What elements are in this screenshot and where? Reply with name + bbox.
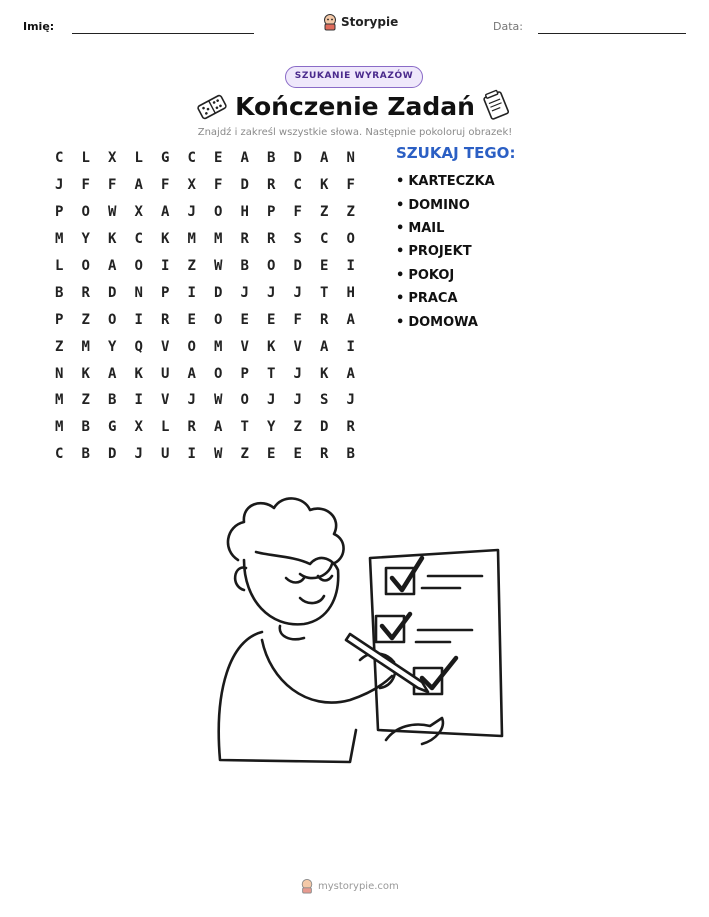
- grid-letter[interactable]: I: [161, 258, 170, 274]
- grid-letter[interactable]: W: [214, 392, 223, 409]
- grid-letter[interactable]: V: [293, 338, 302, 355]
- grid-letter[interactable]: J: [55, 177, 64, 194]
- grid-letter[interactable]: R: [161, 311, 170, 328]
- grid-letter[interactable]: D: [108, 446, 117, 463]
- grid-letter[interactable]: D: [320, 419, 329, 436]
- grid-letter[interactable]: I: [346, 258, 355, 274]
- word-list-item: [396, 310, 495, 333]
- notepad-icon: [481, 89, 511, 121]
- grid-letter[interactable]: P: [240, 365, 249, 382]
- grid-letter[interactable]: Z: [293, 419, 302, 436]
- word-text: KARTECZKA: [408, 174, 495, 190]
- grid-letter[interactable]: X: [187, 177, 196, 194]
- grid-letter[interactable]: H: [346, 284, 355, 301]
- grid-letter[interactable]: L: [161, 419, 170, 436]
- activity-badge: SZUKANIE WYRAZÓW: [285, 66, 423, 88]
- grid-letter[interactable]: J: [267, 284, 276, 301]
- grid-letter[interactable]: E: [320, 258, 329, 274]
- grid-letter[interactable]: P: [161, 284, 170, 301]
- grid-letter[interactable]: X: [134, 419, 143, 436]
- grid-letter[interactable]: A: [161, 204, 170, 221]
- grid-letter[interactable]: V: [161, 338, 170, 355]
- grid-letter[interactable]: O: [214, 365, 223, 382]
- grid-letter[interactable]: M: [55, 392, 64, 409]
- grid-letter[interactable]: K: [81, 365, 90, 382]
- grid-letter[interactable]: N: [346, 150, 355, 167]
- grid-letter[interactable]: E: [240, 311, 249, 328]
- grid-letter[interactable]: V: [240, 338, 249, 355]
- brand-logo: [322, 13, 398, 31]
- grid-letter[interactable]: F: [293, 311, 302, 328]
- word-list-item: [396, 193, 495, 216]
- grid-letter[interactable]: Z: [55, 338, 64, 355]
- grid-row: [46, 387, 364, 414]
- grid-letter[interactable]: O: [240, 392, 249, 409]
- instructions: Znajdź i zakreśl wszystkie słowa. Następnie pokoloruj obrazek!: [197, 127, 513, 138]
- grid-letter[interactable]: I: [346, 338, 355, 355]
- grid-letter[interactable]: A: [108, 258, 117, 274]
- page-title: Kończenie Zadań: [235, 92, 475, 121]
- grid-letter[interactable]: Z: [320, 204, 329, 221]
- grid-letter[interactable]: R: [320, 311, 329, 328]
- grid-letter[interactable]: T: [320, 284, 329, 301]
- grid-letter[interactable]: J: [346, 392, 355, 409]
- grid-letter[interactable]: A: [240, 150, 249, 167]
- grid-letter[interactable]: O: [346, 231, 355, 248]
- grid-letter[interactable]: A: [346, 365, 355, 382]
- storypie-logo-icon: [322, 13, 338, 31]
- grid-letter[interactable]: E: [214, 150, 223, 167]
- grid-letter[interactable]: E: [267, 311, 276, 328]
- grid-letter[interactable]: K: [134, 365, 143, 382]
- grid-letter[interactable]: L: [81, 150, 90, 167]
- grid-letter[interactable]: J: [134, 446, 143, 463]
- grid-letter[interactable]: B: [267, 150, 276, 167]
- grid-letter[interactable]: J: [267, 392, 276, 409]
- grid-letter[interactable]: A: [187, 365, 196, 382]
- word-list-item: [396, 217, 495, 240]
- grid-letter[interactable]: X: [134, 204, 143, 221]
- grid-letter[interactable]: J: [293, 365, 302, 382]
- grid-letter[interactable]: O: [267, 258, 276, 274]
- grid-letter[interactable]: W: [108, 204, 117, 221]
- grid-letter[interactable]: D: [293, 150, 302, 167]
- date-label: Data:: [493, 20, 523, 33]
- brand-name: Storypie: [341, 15, 399, 29]
- bullet: •: [396, 267, 405, 283]
- grid-row: [46, 226, 364, 253]
- grid-letter[interactable]: A: [108, 365, 117, 382]
- grid-letter[interactable]: G: [108, 419, 117, 436]
- word-text: POKOJ: [408, 267, 455, 283]
- grid-letter[interactable]: D: [240, 177, 249, 194]
- grid-row: [46, 360, 364, 387]
- grid-letter[interactable]: S: [293, 231, 302, 248]
- grid-letter[interactable]: I: [134, 392, 143, 409]
- grid-letter[interactable]: L: [55, 258, 64, 274]
- grid-letter[interactable]: T: [267, 365, 276, 382]
- word-text: DOMINO: [408, 197, 470, 213]
- grid-letter[interactable]: N: [55, 365, 64, 382]
- grid-letter[interactable]: Z: [81, 311, 90, 328]
- grid-letter[interactable]: O: [134, 258, 143, 274]
- grid-letter[interactable]: U: [161, 446, 170, 463]
- grid-letter[interactable]: J: [240, 284, 249, 301]
- grid-letter[interactable]: G: [161, 150, 170, 167]
- bullet: •: [396, 314, 405, 330]
- grid-letter[interactable]: F: [161, 177, 170, 194]
- grid-letter[interactable]: A: [346, 311, 355, 328]
- grid-letter[interactable]: M: [55, 419, 64, 436]
- grid-letter[interactable]: R: [267, 231, 276, 248]
- grid-letter[interactable]: Y: [108, 338, 117, 355]
- grid-letter[interactable]: R: [320, 446, 329, 463]
- grid-letter[interactable]: O: [81, 204, 90, 221]
- word-list-item: [396, 287, 495, 310]
- grid-letter[interactable]: I: [134, 311, 143, 328]
- grid-letter[interactable]: Z: [81, 392, 90, 409]
- word-list-item: [396, 264, 495, 287]
- grid-letter[interactable]: U: [161, 365, 170, 382]
- date-line[interactable]: [538, 33, 686, 34]
- grid-letter[interactable]: X: [108, 150, 117, 167]
- word-list-item: [396, 240, 495, 263]
- grid-letter[interactable]: O: [81, 258, 90, 274]
- grid-letter[interactable]: F: [108, 177, 117, 194]
- grid-letter[interactable]: B: [108, 392, 117, 409]
- grid-letter[interactable]: C: [293, 177, 302, 194]
- grid-letter[interactable]: P: [267, 204, 276, 221]
- grid-letter[interactable]: E: [293, 446, 302, 463]
- grid-row: [46, 145, 364, 172]
- domino-icon: [196, 92, 228, 122]
- grid-letter[interactable]: R: [267, 177, 276, 194]
- grid-letter[interactable]: B: [81, 419, 90, 436]
- grid-letter[interactable]: M: [214, 338, 223, 355]
- grid-letter[interactable]: M: [55, 231, 64, 248]
- grid-letter[interactable]: Q: [134, 338, 143, 355]
- grid-letter[interactable]: A: [214, 419, 223, 436]
- bullet: •: [396, 197, 405, 213]
- grid-letter[interactable]: C: [55, 150, 64, 167]
- grid-letter[interactable]: F: [346, 177, 355, 194]
- word-list-heading: SZUKAJ TEGO:: [396, 144, 516, 162]
- grid-letter[interactable]: K: [267, 338, 276, 355]
- grid-letter[interactable]: H: [240, 204, 249, 221]
- grid-letter[interactable]: C: [187, 150, 196, 167]
- bullet: •: [396, 291, 405, 307]
- grid-letter[interactable]: O: [108, 311, 117, 328]
- grid-letter[interactable]: B: [240, 258, 249, 274]
- grid-letter[interactable]: O: [214, 204, 223, 221]
- name-line[interactable]: [72, 33, 254, 34]
- bullet: •: [396, 174, 405, 190]
- grid-letter[interactable]: Y: [267, 419, 276, 436]
- word-list: [396, 170, 495, 334]
- grid-letter[interactable]: S: [320, 392, 329, 409]
- grid-letter[interactable]: Z: [346, 204, 355, 221]
- grid-letter[interactable]: K: [161, 231, 170, 248]
- bullet: •: [396, 220, 405, 236]
- grid-letter[interactable]: A: [320, 338, 329, 355]
- word-text: PROJEKT: [408, 244, 472, 260]
- grid-letter[interactable]: D: [293, 258, 302, 274]
- grid-letter[interactable]: I: [187, 446, 196, 463]
- grid-letter[interactable]: Z: [240, 446, 249, 463]
- grid-letter[interactable]: C: [134, 231, 143, 248]
- footer: [300, 878, 399, 894]
- grid-letter[interactable]: C: [320, 231, 329, 248]
- grid-letter[interactable]: F: [293, 204, 302, 221]
- grid-row: [46, 172, 364, 199]
- grid-letter[interactable]: K: [320, 177, 329, 194]
- grid-letter[interactable]: P: [55, 204, 64, 221]
- grid-letter[interactable]: R: [240, 231, 249, 248]
- word-text: DOMOWA: [408, 314, 478, 330]
- name-label: Imię:: [23, 20, 55, 33]
- grid-letter[interactable]: L: [134, 150, 143, 167]
- grid-letter[interactable]: J: [293, 392, 302, 409]
- grid-letter[interactable]: K: [108, 231, 117, 248]
- grid-letter[interactable]: R: [81, 284, 90, 301]
- grid-letter[interactable]: W: [214, 258, 223, 274]
- grid-letter[interactable]: J: [293, 284, 302, 301]
- grid-letter[interactable]: R: [346, 419, 355, 436]
- grid-letter[interactable]: E: [267, 446, 276, 463]
- storypie-footer-icon: [300, 878, 314, 894]
- grid-letter[interactable]: W: [214, 446, 223, 463]
- word-list-item: [396, 170, 495, 193]
- grid-letter[interactable]: V: [161, 392, 170, 409]
- footer-url[interactable]: mystorypie.com: [318, 880, 399, 892]
- grid-letter[interactable]: E: [187, 311, 196, 328]
- grid-letter[interactable]: A: [134, 177, 143, 194]
- grid-letter[interactable]: F: [81, 177, 90, 194]
- grid-letter[interactable]: B: [81, 446, 90, 463]
- bullet: •: [396, 244, 405, 260]
- grid-row: [46, 279, 364, 306]
- grid-letter[interactable]: B: [346, 446, 355, 463]
- grid-letter[interactable]: O: [187, 338, 196, 355]
- grid-letter[interactable]: C: [55, 446, 64, 463]
- grid-letter[interactable]: R: [187, 419, 196, 436]
- grid-row: [46, 441, 364, 468]
- grid-letter[interactable]: Y: [81, 231, 90, 248]
- grid-letter[interactable]: D: [214, 284, 223, 301]
- grid-row: [46, 333, 364, 360]
- grid-letter[interactable]: T: [240, 419, 249, 436]
- grid-letter[interactable]: K: [320, 365, 329, 382]
- word-search-grid[interactable]: [46, 145, 364, 468]
- grid-letter[interactable]: M: [187, 231, 196, 248]
- grid-letter[interactable]: M: [81, 338, 90, 355]
- grid-letter[interactable]: N: [134, 284, 143, 301]
- grid-row: [46, 199, 364, 226]
- grid-letter[interactable]: A: [320, 150, 329, 167]
- boy-checklist-illustration: [200, 490, 520, 780]
- grid-row: [46, 414, 364, 441]
- grid-letter[interactable]: I: [187, 284, 196, 301]
- grid-letter[interactable]: Z: [187, 258, 196, 274]
- word-text: PRACA: [408, 291, 458, 307]
- grid-row: [46, 253, 364, 280]
- grid-letter[interactable]: M: [214, 231, 223, 248]
- grid-letter[interactable]: P: [55, 311, 64, 328]
- grid-letter[interactable]: J: [187, 204, 196, 221]
- grid-letter[interactable]: J: [187, 392, 196, 409]
- grid-row: [46, 306, 364, 333]
- grid-letter[interactable]: F: [214, 177, 223, 194]
- word-text: MAIL: [408, 220, 445, 236]
- grid-letter[interactable]: D: [108, 284, 117, 301]
- grid-letter[interactable]: O: [214, 311, 223, 328]
- grid-letter[interactable]: B: [55, 284, 64, 301]
